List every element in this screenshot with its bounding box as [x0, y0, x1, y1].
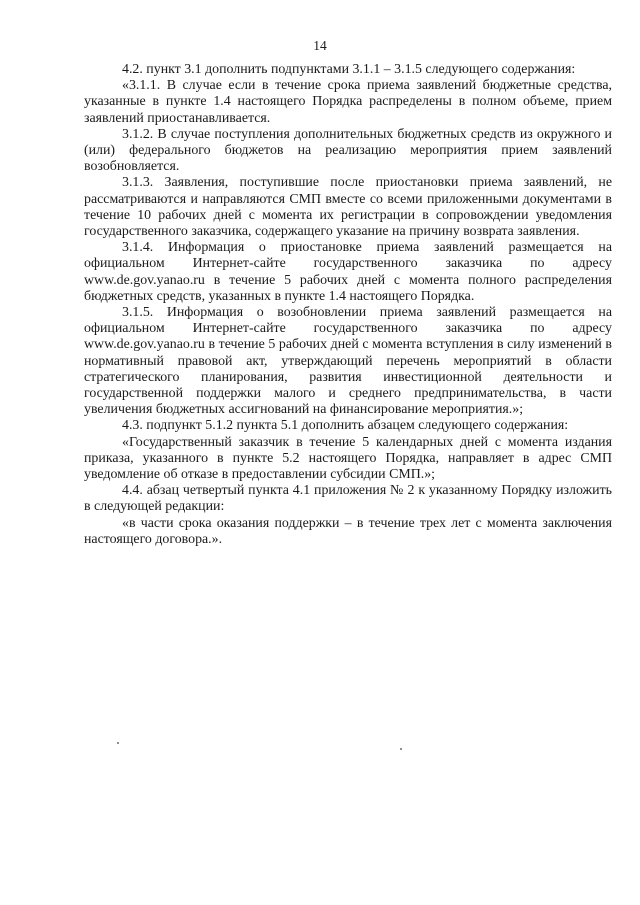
paragraph-3-1-1: «3.1.1. В случае если в течение срока приема заявлений бюджетные средства, указанные в пункте 1.4 настоящего Порядка распределены в полном объеме, прием заявлений приостанавливается.: [84, 78, 612, 126]
paragraph-3-1-2: 3.1.2. В случае поступления дополнительных бюджетных средств из окружного и (или) федерального бюджетов на реализацию мероприятия прием заявлений возобновляется.: [84, 126, 612, 175]
scan-speck-left: [117, 742, 119, 744]
paragraph-4-2: 4.2. пункт 3.1 дополнить подпунктами 3.1.1 – 3.1.5 следующего содержания:: [122, 62, 576, 77]
paragraph-3-1-5: 3.1.5. Информация о возобновлении приема заявлений размещается на официальном Интернет-сайте государственного заказчика по адресу www.de.gov.yanao.ru в течение 5 рабочих дней с момента вступления в силу изменений в нормативный правовой акт, утверждающий перечень мероприятий в области стратегического планирования, развития инвестиционной деятельности и государственной поддержки малого и среднего предпринимательства, в части увеличения бюджетных ассигнований на финансирование мероприятия.»;: [84, 305, 612, 418]
paragraph-3-1-4: 3.1.4. Информация о приостановке приема заявлений размещается на официальном Интернет-сайте государственного заказчика по адресу www.de.gov.yanao.ru в течение 5 рабочих дней с момента полного распределения бюджетных средств, указанных в пункте 1.4 настоящего Порядка.: [84, 240, 612, 304]
paragraph-4-3: 4.3. подпункт 5.1.2 пункта 5.1 дополнить абзацем следующего содержания:: [122, 418, 569, 434]
paragraph-4-3-quote: «Государственный заказчик в течение 5 календарных дней с момента издания приказа, указанного в пункте 5.2 настоящего Порядка, направляет в адрес СМП уведомление об отказе в предоставлении субсидии СМП.»;: [84, 434, 612, 483]
document-body: [84, 62, 612, 548]
scan-speck-right: [400, 748, 402, 750]
paragraph-3-1-3: 3.1.3. Заявления, поступившие после приостановки приема заявлений, не рассматриваются и направляются СМП вместе со всеми приложенными документами в течение 10 рабочих дней с момента их регистрации в сопровождении уведомления государственного заказчика, содержащего указание на причину возврата заявления.: [84, 175, 612, 240]
page-number: 14: [313, 38, 327, 53]
paragraph-4-4-quote: «в части срока оказания поддержки – в течение трех лет с момента заключения настоящего договора.».: [84, 515, 612, 547]
paragraph-4-4: 4.4. абзац четвертый пункта 4.1 приложения № 2 к указанному Порядку изложить в следующей редакции:: [84, 483, 612, 515]
